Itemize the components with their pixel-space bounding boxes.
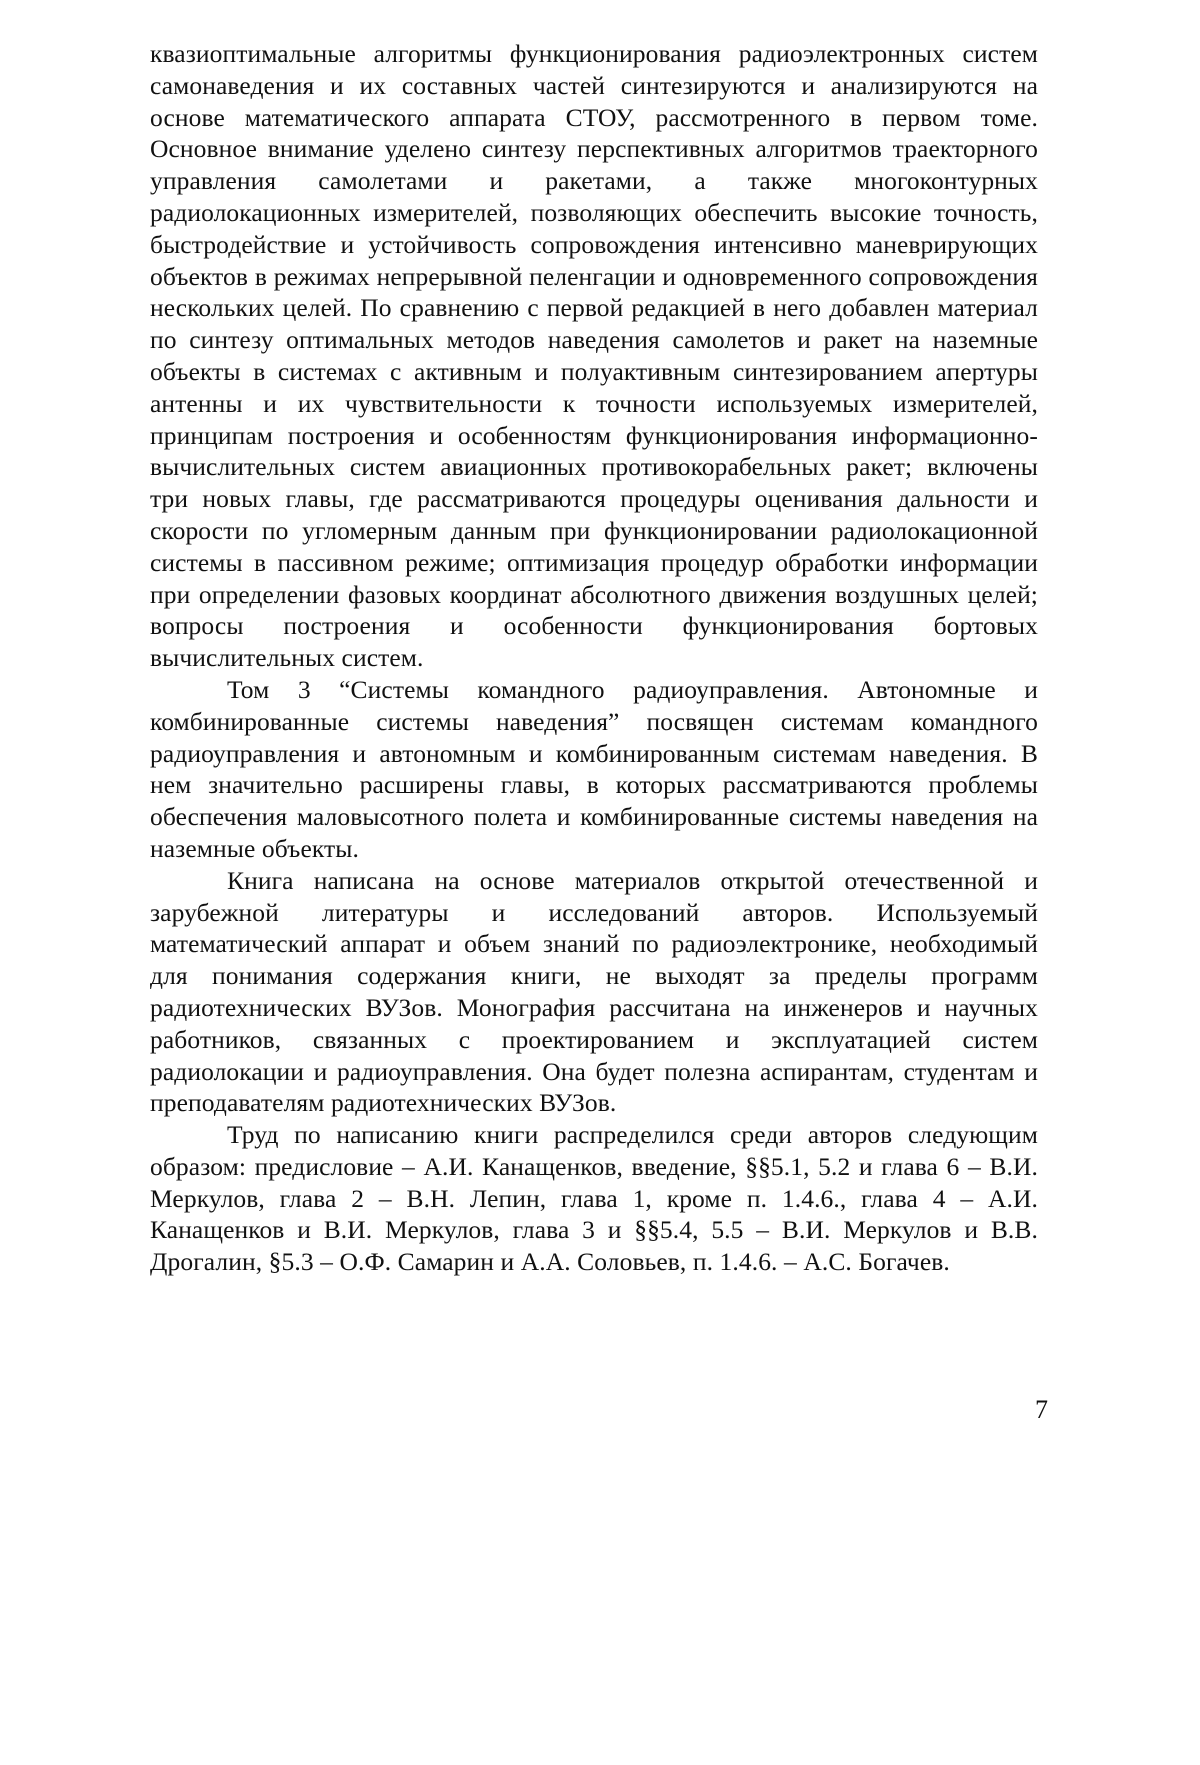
document-page (0, 0, 1200, 1765)
paragraph-book-basis: Книга написана на основе материалов открытой отечественной и зарубежной литературы и исследований авторов. Используемый математический аппарат и объем знаний по радиоэлектронике, необходимый для понимания содержания книги, не выходят за пределы программ радиотехнических ВУЗов. Монография рассчитана на инженеров и научных работников, связанных с проектированием и эксплуатацией систем радиолокации и радиоуправления. Она будет полезна аспирантам, студентам и преподавателям радиотехнических ВУЗов. (150, 865, 1038, 1119)
page-number: 7 (1018, 1395, 1048, 1425)
paragraph-volume-3: Том 3 “Системы командного радиоуправления. Автономные и комбинированные системы наведения” посвящен системам командного радиоуправления и автономным и комбинированным системам наведения. В нем значительно расширены главы, в которых рассматриваются проблемы обеспечения маловысотного полета и комбинированные системы наведения на наземные объекты. (150, 674, 1038, 865)
paragraph-authors-contribution: Труд по написанию книги распределился среди авторов следующим образом: предисловие – А.И. Канащенков, введение, §§5.1, 5.2 и глава 6 – В.И. Меркулов, глава 2 – В.Н. Лепин, глава 1, кроме п. 1.4.6., глава 4 – А.И. Канащенков и В.И. Меркулов, глава 3 и §§5.4, 5.5 – В.И. Меркулов и В.В. Дрогалин, §5.3 – О.Ф. Самарин и А.А. Соловьев, п. 1.4.6. – А.С. Богачев. (150, 1119, 1038, 1278)
paragraph-continuation: квазиоптимальные алгоритмы функционирования радиоэлектронных систем самонаведения и их составных частей синтезируются и анализируются на основе математического аппарата СТОУ, рассмотренного в первом томе. Основное внимание уделено синтезу перспективных алгоритмов траекторного управления самолетами и ракетами, а также многоконтурных радиолокационных измерителей, позволяющих обеспечить высокие точность, быстродействие и устойчивость сопровождения интенсивно маневрирующих объектов в режимах непрерывной пеленгации и одновременного сопровождения нескольких целей. По сравнению с первой редакцией в него добавлен материал по синтезу оптимальных методов наведения самолетов и ракет на наземные объекты в системах с активным и полуактивным синтезированием апертуры антенны и их чувствительности к точности используемых измерителей, принципам построения и особенностям функционирования информационно-вычислительных систем авиационных противокорабельных ракет; включены три новых главы, где рассматриваются процедуры оценивания дальности и скорости по угломерным данным при функционировании радиолокационной системы в пассивном режиме; оптимизация процедур обработки информации при определении фазовых координат абсолютного движения воздушных целей; вопросы построения и особенности функционирования бортовых вычислительных систем. (150, 38, 1038, 674)
body-text (150, 38, 1038, 1278)
